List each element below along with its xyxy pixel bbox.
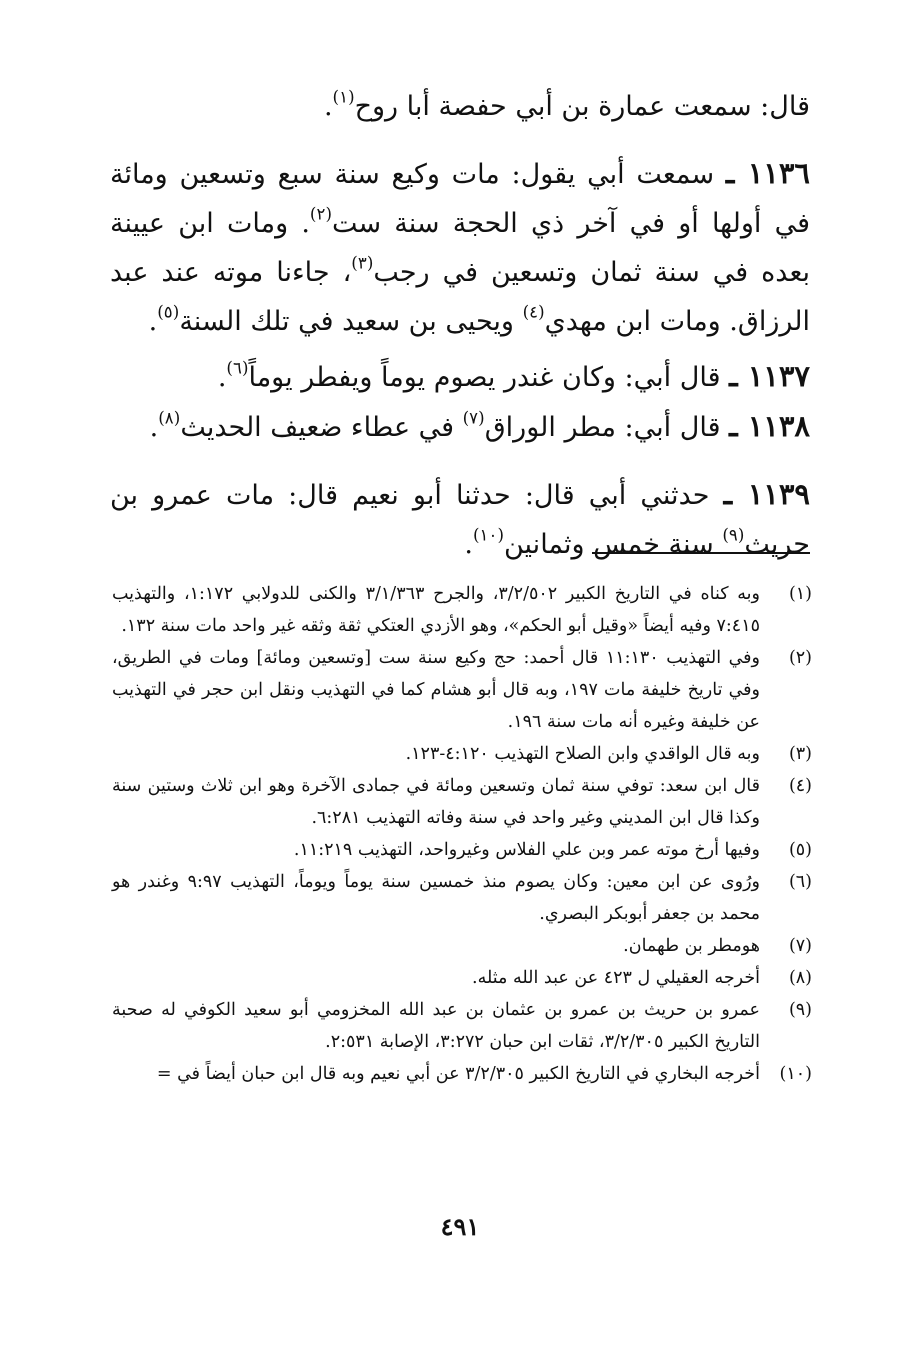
footnote-text: وفيها أرخ موته عمر وبن علي الفلاس وغيرواحد، التهذيب ١١:٢١٩. [293,840,760,860]
footnote-separator [592,552,810,554]
footnote-ref[interactable]: (٥) [157,301,180,322]
footnote-text: أخرجه البخاري في التاريخ الكبير ٣/٢/٣٠٥ عن أبي نعيم وبه قال ابن حبان أيضاً في = [156,1064,760,1084]
footnote-number: (٨) [788,968,812,988]
footnote [112,930,812,962]
entry-1136: ١١٣٦ ـ سمعت أبي يقول: مات وكيع سنة سبع وتسعين ومائة في أولها أو في آخر ذي الحجة سنة ست$^{(٢)}$. ومات ابن عيينة بعده في سنة ثمان وتسعين في رجب$^{(٣)}$، جاءنا موته عند عبد الرزاق. ومات ابن مهدي$^{(٤)}$ ويحيى بن سعيد في تلك السنة$^{(٥)}$. [110,156,810,337]
footnote-ref[interactable]: (٧) [462,407,485,428]
footnote-number: (٣) [788,744,812,764]
entry-1138: ١١٣٨ ـ قال أبي: مطر الوراق$^{(٧)}$ في عطاء ضعيف الحديث$^{(٨)}$. [149,407,810,443]
footnote [112,770,812,834]
footnote-text: عمرو بن حريث بن عمرو بن عثمان بن عبد الله المخزومي أبو سعيد الكوفي له صحبة التاريخ الكبير ٣/٢/٣٠٥، ثقات ابن حبان ٣:٢٧٢، الإصابة ٢:٥٣١. [112,1000,760,1052]
footnote-text: وفي التهذيب ١١:١٣٠ قال أحمد: حج وكيع سنة ست [وتسعين ومائة] ومات في الطريق، وفي تاريخ خليفة مات ١٩٧، وبه قال أبو هشام كما في التهذيب ونقل ابن حجر في التهذيب عن خليفة وغيره أنه مات سنة ١٩٦. [112,648,760,732]
footnote-number: (١) [788,584,812,604]
footnote-number: (٥) [788,840,812,860]
footnote [112,738,812,770]
footnote-number: (٦) [788,872,812,892]
footnote-number: (٤) [788,776,812,796]
entry-number: ١١٣٦ ـ [725,156,810,190]
footnote [112,1058,812,1090]
footnote [112,866,812,930]
footnote [112,994,812,1058]
footnote [112,642,812,738]
entry-number: ١١٣٧ ـ [729,359,810,393]
footnote-text: وبه كناه في التاريخ الكبير ٣/٢/٥٠٢، والجرح ٣/١/٣٦٣ والكنى للدولابي ١:١٧٢، والتهذيب ٧:٤١٥ وفيه أيضاً «وقيل أبو الحكم»، وهو الأزدي العتكي ثقة وثقه غير واحد مات سنة ١٣٢. [112,584,760,636]
footnote-ref[interactable]: (١٠) [472,524,504,545]
footnote-text: وبه قال الواقدي وابن الصلاح التهذيب ٤:١٢٠-١٢٣. [405,744,760,764]
footnote-text: ورُوى عن ابن معين: وكان يصوم منذ خمسين سنة يوماً ويوماً، التهذيب ٩:٩٧ وغندر هو محمد بن جعفر أبوبكر البصري. [112,872,760,924]
entry-1139: ١١٣٩ ـ حدثني أبي قال: حدثنا أبو نعيم قال: مات عمرو بن حريث$^{(٩)}$ سنة خمس وثمانين$^{(١٠)}$. [110,477,810,560]
footnote-text: قال ابن سعد: توفي سنة ثمان وتسعين ومائة في جمادى الآخرة وهو ابن ثلاث وستين سنة وكذا قال ابن المديني وغير واحد في سنة وفاته التهذيب ٦:٢٨١. [112,776,760,828]
footnote-number: (٩) [788,1000,812,1020]
footnote [112,834,812,866]
footnote-ref[interactable]: (٦) [226,357,249,378]
entry-number: ١١٣٨ ـ [729,409,810,443]
footnote-text: أخرجه العقيلي ل ٤٢٣ عن عبد الله مثله. [472,968,760,988]
footnote-ref[interactable]: (٢) [309,203,332,224]
footnote [112,962,812,994]
entry-intro: قال: سمعت عمارة بن أبي حفصة أبا روح$^{(١)}$. [323,86,810,122]
footnotes [112,578,812,1090]
main-text [110,82,810,569]
footnote-text: هومطر بن طهمان. [623,936,760,956]
footnote-ref[interactable]: (٨) [158,407,181,428]
footnote-ref[interactable]: (٩) [722,524,745,545]
footnote [112,578,812,642]
entry-1137: ١١٣٧ ـ قال أبي: وكان غندر يصوم يوماً ويفطر يوماً$^{(٦)}$. [217,357,810,393]
page-number: ٤٩١ [440,1212,480,1241]
footnote-ref[interactable]: (٣) [351,252,374,273]
footnote-number: (٢) [788,648,812,668]
entry-number: ١١٣٩ ـ [723,477,810,511]
footnote-number: (١٠) [779,1064,812,1084]
footnote-ref[interactable]: (١) [332,86,355,107]
footnote-number: (٧) [788,936,812,956]
footnote-ref[interactable]: (٤) [522,301,545,322]
